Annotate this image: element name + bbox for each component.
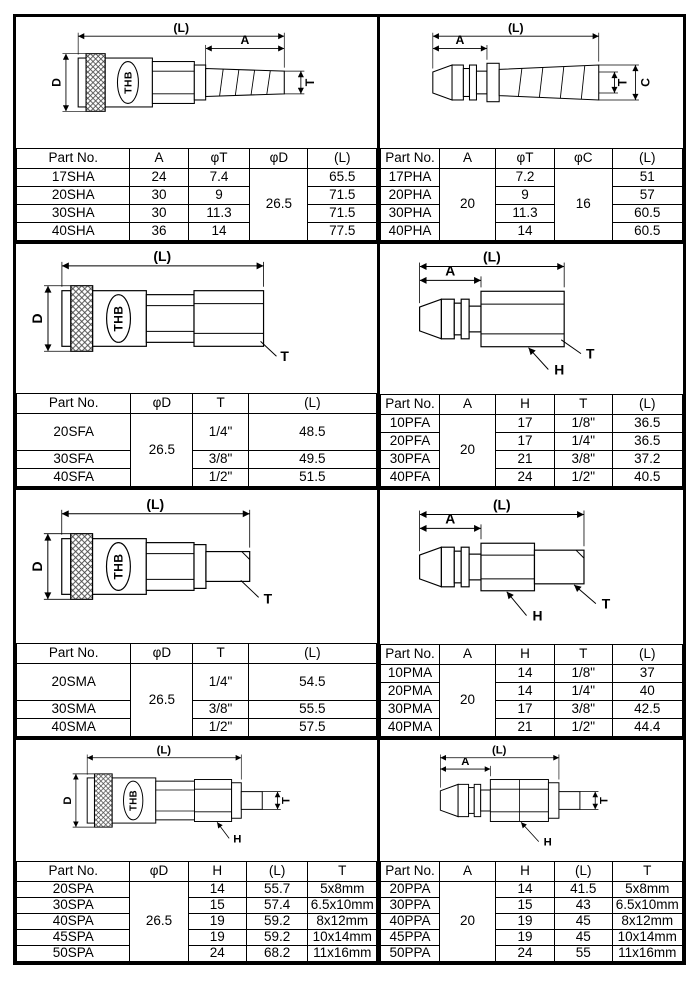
table-row [17,946,377,962]
table-cell: 30SHA [17,205,130,223]
table-cell: 55.7 [246,882,308,898]
table-cell: 10PFA [381,415,440,433]
column-header: φT [188,149,250,169]
table-cell: 8x12mm [612,914,683,930]
table-cell: 59.2 [246,914,308,930]
table-cell: 57.5 [248,719,376,737]
diagram-socket-spa [16,740,377,861]
column-header: A [439,645,495,665]
column-header: H [496,395,555,415]
table-cell: 65.5 [308,169,377,187]
table-cell: 54.5 [248,664,376,701]
table-row [17,719,377,737]
table-cell: 15 [188,898,246,914]
table-row [17,469,377,487]
table-cell: 16 [554,169,612,241]
table-row [17,664,377,701]
table-row [381,701,683,719]
table-cell: 10PMA [381,665,440,683]
table-cell: 40PPA [381,914,440,930]
table-cell: 60.5 [612,205,683,223]
column-header: A [439,149,495,169]
panel-spa [16,740,380,962]
column-header: (L) [612,395,683,415]
table-cell: 3/8" [554,451,612,469]
column-header: Part No. [381,149,440,169]
table-row [381,451,683,469]
table-cell: 24 [496,946,555,962]
table-cell: 20SHA [17,187,130,205]
table-cell: 40 [612,683,683,701]
header-row [381,149,683,169]
table-cell: 41.5 [554,882,612,898]
column-header: T [193,644,248,664]
table-cell: 45 [554,930,612,946]
table-cell: 15 [496,898,555,914]
table-cell: 40SPA [17,914,130,930]
dim-label-A: A [445,262,456,279]
dim-label-C: C [638,78,653,87]
table-row [17,451,377,469]
table-cell: 57.4 [246,898,308,914]
diagram-plug-pha [380,17,683,148]
dim-label-H: H [233,833,242,846]
table-cell: 5x8mm [612,882,683,898]
catalog-frame [13,14,686,965]
table-cell: 49.5 [248,451,376,469]
table-cell: 45SPA [17,930,130,946]
diagram-plug-ppa [380,740,683,861]
table-cell: 1/4" [554,433,612,451]
table-cell: 20PPA [381,882,440,898]
section-male-thread [16,490,683,740]
table-cell: 17 [496,701,555,719]
diagram-plug-pma [380,490,683,644]
table-cell: 24 [496,469,555,487]
table-cell: 26.5 [130,882,188,962]
column-header: Part No. [381,645,440,665]
table-cell: 71.5 [308,187,377,205]
table-cell: 36.5 [612,433,683,451]
table-row [381,683,683,701]
dim-label-L: (L) [492,744,507,757]
column-header: (L) [612,149,683,169]
table-cell: 68.2 [246,946,308,962]
table-row [381,415,683,433]
table-cell: 36 [130,223,188,241]
table-cell: 71.5 [308,205,377,223]
table-row [17,169,377,187]
table-cell: 7.2 [496,169,555,187]
column-header: Part No. [381,395,440,415]
diagram-plug-pfa [380,244,683,394]
panel-pha [380,17,683,241]
table-row [17,898,377,914]
dim-label-D: D [62,796,75,805]
column-header: H [496,645,555,665]
table-cell: 14 [496,665,555,683]
column-header: (L) [248,644,376,664]
table-cell: 1/8" [554,665,612,683]
column-header: A [130,149,188,169]
table-cell: 20 [439,415,495,487]
column-header: H [496,862,555,882]
panel-sha [16,17,380,241]
table-row [381,930,683,946]
column-header: Part No. [17,862,130,882]
table-cell: 26.5 [131,664,193,737]
column-header: φD [250,149,308,169]
table-cell: 51.5 [248,469,376,487]
table-cell: 50SPA [17,946,130,962]
dim-label-T: T [280,797,293,804]
table-row [381,205,683,223]
column-header: A [439,395,495,415]
table-cell: 17 [496,433,555,451]
table-cell: 24 [188,946,246,962]
panel-pma [380,490,683,737]
panel-sfa [16,244,380,487]
table-cell: 30PFA [381,451,440,469]
table-cell: 1/4" [554,683,612,701]
table-cell: 3/8" [193,701,248,719]
table-cell: 37.2 [612,451,683,469]
header-row [17,394,377,414]
dim-label-H: H [532,607,543,624]
column-header: (L) [308,149,377,169]
table-cell: 17SHA [17,169,130,187]
table-row [381,946,683,962]
table-row [17,930,377,946]
dim-label-H: H [554,361,565,378]
table-cell: 1/4" [193,414,248,451]
table-cell: 17PHA [381,169,440,187]
dim-label-A: A [455,33,465,48]
table-cell: 24 [130,169,188,187]
table-cell: 30SPA [17,898,130,914]
column-header: T [554,395,612,415]
table-cell: 43 [554,898,612,914]
column-header: φT [496,149,555,169]
table-cell: 1/4" [193,664,248,701]
dim-label-H: H [543,836,552,849]
dim-label-T: T [263,590,273,607]
table-sha [16,148,377,241]
table-cell: 30PMA [381,701,440,719]
table-cell: 9 [188,187,250,205]
dim-label-L: (L) [483,248,501,265]
table-cell: 19 [496,914,555,930]
table-row [17,914,377,930]
section-female-thread [16,244,683,490]
table-cell: 11x16mm [612,946,683,962]
table-cell: 21 [496,719,555,737]
table-cell: 14 [188,223,250,241]
table-row [381,665,683,683]
table-cell: 20SPA [17,882,130,898]
table-cell: 11.3 [496,205,555,223]
column-header: (L) [248,394,376,414]
table-cell: 30SMA [17,701,131,719]
dim-label-L: (L) [173,20,190,35]
table-cell: 20PFA [381,433,440,451]
table-cell: 26.5 [131,414,193,487]
table-row [17,414,377,451]
dim-label-A: A [445,510,456,527]
table-cell: 20 [439,169,495,241]
table-cell: 45 [554,914,612,930]
table-cell: 40SFA [17,469,131,487]
table-cell: 30PPA [381,898,440,914]
column-header: (L) [554,862,612,882]
dim-label-A: A [461,756,470,769]
table-cell: 20PMA [381,683,440,701]
dim-label-L: (L) [153,247,172,264]
dim-label-T: T [601,595,611,612]
header-row [17,149,377,169]
table-cell: 10x14mm [612,930,683,946]
table-cell: 30PHA [381,205,440,223]
column-header: Part No. [17,644,131,664]
table-row [17,223,377,241]
dim-label-T: T [280,348,289,365]
table-cell: 14 [188,882,246,898]
table-cell: 40PHA [381,223,440,241]
table-cell: 42.5 [612,701,683,719]
dim-label-D: D [28,561,45,572]
table-cell: 45PPA [381,930,440,946]
table-cell: 50PPA [381,946,440,962]
column-header: φD [131,644,193,664]
table-row [17,187,377,205]
table-cell: 30 [130,205,188,223]
column-header: Part No. [17,394,131,414]
table-cell: 20SFA [17,414,131,451]
table-cell: 21 [496,451,555,469]
table-row [381,898,683,914]
table-cell: 77.5 [308,223,377,241]
table-spa [16,861,377,962]
section-hose-barb [16,17,683,244]
diagram-socket-sha [16,17,377,148]
table-row [381,719,683,737]
table-row [17,701,377,719]
table-cell: 48.5 [248,414,376,451]
header-row [17,644,377,664]
table-row [17,882,377,898]
panel-pfa [380,244,683,487]
dim-label-D: D [49,78,64,87]
table-cell: 14 [496,683,555,701]
table-cell: 6.5x10mm [612,898,683,914]
table-cell: 36.5 [612,415,683,433]
table-cell: 19 [188,914,246,930]
table-cell: 59.2 [246,930,308,946]
table-pma [380,644,683,737]
table-cell: 30 [130,187,188,205]
table-cell: 11x16mm [308,946,377,962]
table-cell: 19 [188,930,246,946]
table-cell: 40.5 [612,469,683,487]
column-header: (L) [246,862,308,882]
table-cell: 10x14mm [308,930,377,946]
table-sfa [16,393,377,487]
dim-label-D: D [29,313,46,324]
table-cell: 11.3 [188,205,250,223]
table-cell: 57 [612,187,683,205]
table-row [381,169,683,187]
header-row [17,862,377,882]
table-row [381,223,683,241]
header-row [381,862,683,882]
header-row [381,395,683,415]
table-cell: 1/8" [554,415,612,433]
column-header: Part No. [381,862,440,882]
table-pfa [380,394,683,487]
table-row [381,882,683,898]
column-header: A [439,862,495,882]
dim-label-T: T [302,78,317,87]
table-row [381,469,683,487]
column-header: H [188,862,246,882]
column-header: φC [554,149,612,169]
table-row [381,914,683,930]
table-cell: 20 [439,665,495,737]
table-cell: 1/2" [554,469,612,487]
column-header: T [193,394,248,414]
table-cell: 40PFA [381,469,440,487]
table-cell: 7.4 [188,169,250,187]
column-header: φD [131,394,193,414]
table-cell: 40SMA [17,719,131,737]
dim-label-L: (L) [507,20,524,35]
header-row [381,645,683,665]
section-tube-stub [16,740,683,962]
table-cell: 30SFA [17,451,131,469]
table-cell: 40SHA [17,223,130,241]
table-pha [380,148,683,241]
table-cell: 20SMA [17,664,131,701]
table-cell: 20PHA [381,187,440,205]
column-header: T [554,645,612,665]
column-header: T [308,862,377,882]
table-cell: 8x12mm [308,914,377,930]
table-cell: 26.5 [250,169,308,241]
dim-label-T: T [615,78,630,87]
table-cell: 3/8" [193,451,248,469]
table-ppa [380,861,683,962]
table-cell: 1/2" [193,469,248,487]
table-cell: 19 [496,930,555,946]
dim-label-L: (L) [146,495,165,512]
diagram-socket-sfa [16,244,377,393]
table-cell: 51 [612,169,683,187]
column-header: φD [130,862,188,882]
table-cell: 5x8mm [308,882,377,898]
diagram-socket-sma [16,490,377,643]
panel-sma [16,490,380,737]
column-header: Part No. [17,149,130,169]
table-cell: 55.5 [248,701,376,719]
table-cell: 44.4 [612,719,683,737]
table-cell: 6.5x10mm [308,898,377,914]
table-cell: 40PMA [381,719,440,737]
column-header: T [612,862,683,882]
dim-label-L: (L) [492,496,511,513]
table-cell: 20 [439,882,495,962]
table-cell: 1/2" [193,719,248,737]
dim-label-T: T [585,345,595,362]
table-cell: 37 [612,665,683,683]
column-header: (L) [612,645,683,665]
table-cell: 14 [496,223,555,241]
table-cell: 14 [496,882,555,898]
table-row [17,205,377,223]
dim-label-T: T [598,797,611,804]
table-cell: 1/2" [554,719,612,737]
panel-ppa [380,740,683,962]
table-cell: 3/8" [554,701,612,719]
table-cell: 55 [554,946,612,962]
dim-label-L: (L) [156,744,172,757]
table-cell: 60.5 [612,223,683,241]
table-row [381,187,683,205]
table-cell: 9 [496,187,555,205]
table-cell: 17 [496,415,555,433]
table-sma [16,643,377,737]
table-row [381,433,683,451]
dim-label-A: A [240,33,250,48]
